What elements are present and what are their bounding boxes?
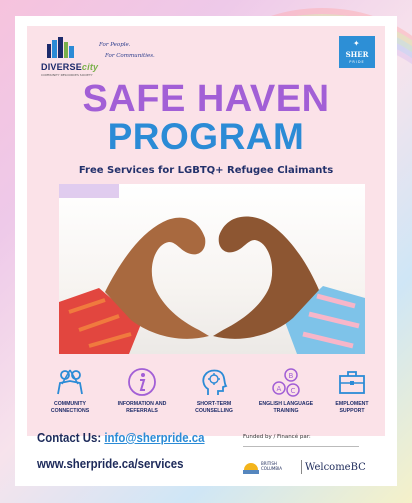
maple-leaf-icon: ✦	[353, 39, 360, 48]
service-community-connections	[35, 366, 105, 415]
service-label-line1: INFORMATION AND	[117, 401, 167, 407]
sher-pride-logo	[339, 36, 375, 68]
funder-logos	[243, 458, 366, 478]
service-english-language-training	[251, 366, 321, 415]
diversecity-logo	[41, 36, 161, 78]
service-label-line1: COMMUNITY	[54, 401, 86, 407]
svg-text:C: C	[290, 387, 296, 395]
sher-word: SHER	[345, 50, 369, 59]
abc-language-icon	[270, 366, 302, 398]
service-label-line2: SUPPORT	[339, 408, 365, 414]
community-people-icon	[54, 366, 86, 398]
head-mind-icon	[198, 366, 230, 398]
service-label-line2: REFERRALS	[126, 408, 158, 414]
tagline-2: For Communities.	[105, 53, 155, 59]
bc-sun-icon	[243, 460, 259, 474]
diversecity-logo-mark-icon	[45, 36, 79, 60]
diversecity-word-main: DIVERSE	[41, 62, 82, 72]
contact-label: Contact Us:	[37, 430, 105, 445]
title-line-2: PROGRAM	[107, 116, 305, 157]
service-label-line1: ENGLISH LANGUAGE	[258, 401, 314, 407]
svg-text:B: B	[288, 372, 294, 380]
information-icon	[126, 366, 158, 398]
service-label-line1: SHORT-TERM	[196, 401, 232, 407]
sher-sub: PRIDE	[349, 60, 365, 64]
svg-text:A: A	[276, 385, 282, 393]
briefcase-icon	[336, 366, 368, 398]
diversecity-sub: COMMUNITY RESOURCES SOCIETY	[41, 73, 93, 77]
website-link[interactable]: www.sherpride.ca/services	[37, 456, 184, 471]
service-short-term-counselling	[179, 366, 249, 415]
service-label-line2: CONNECTIONS	[50, 408, 90, 414]
contact-line	[37, 430, 205, 445]
service-information-referrals	[107, 366, 177, 415]
contact-email-link[interactable]: info@sherpride.ca	[104, 430, 205, 445]
funded-by-label: Funded by / Financé par:	[243, 434, 311, 440]
service-label-line2: COUNSELLING	[195, 408, 233, 414]
funder-separator	[301, 460, 302, 474]
title-line-1: SAFE HAVEN	[82, 78, 330, 120]
photo-accent-bar	[59, 184, 119, 198]
bc-wordmark	[261, 461, 282, 471]
service-label-line2: TRAINING	[273, 408, 299, 414]
funded-divider	[243, 446, 359, 447]
welcomebc-logo: WelcomeBC	[305, 462, 366, 473]
service-employment-support	[317, 366, 387, 415]
service-label-line1: EMPLOMENT	[335, 401, 369, 407]
subtitle: Free Services for LGBTQ+ Refugee Claimants	[78, 165, 334, 176]
diversecity-word-city: city	[81, 62, 99, 72]
services-row	[27, 366, 385, 428]
tagline-1: For People.	[99, 42, 131, 48]
bc-line2: COLUMBIA	[261, 466, 283, 471]
diversecity-wordmark	[41, 62, 98, 72]
poster-inner	[27, 26, 385, 436]
bc-line1: BRITISH	[261, 461, 277, 466]
heart-hands-photo	[59, 184, 365, 354]
heart-hands-image-icon	[59, 184, 365, 354]
poster-card	[15, 16, 397, 486]
